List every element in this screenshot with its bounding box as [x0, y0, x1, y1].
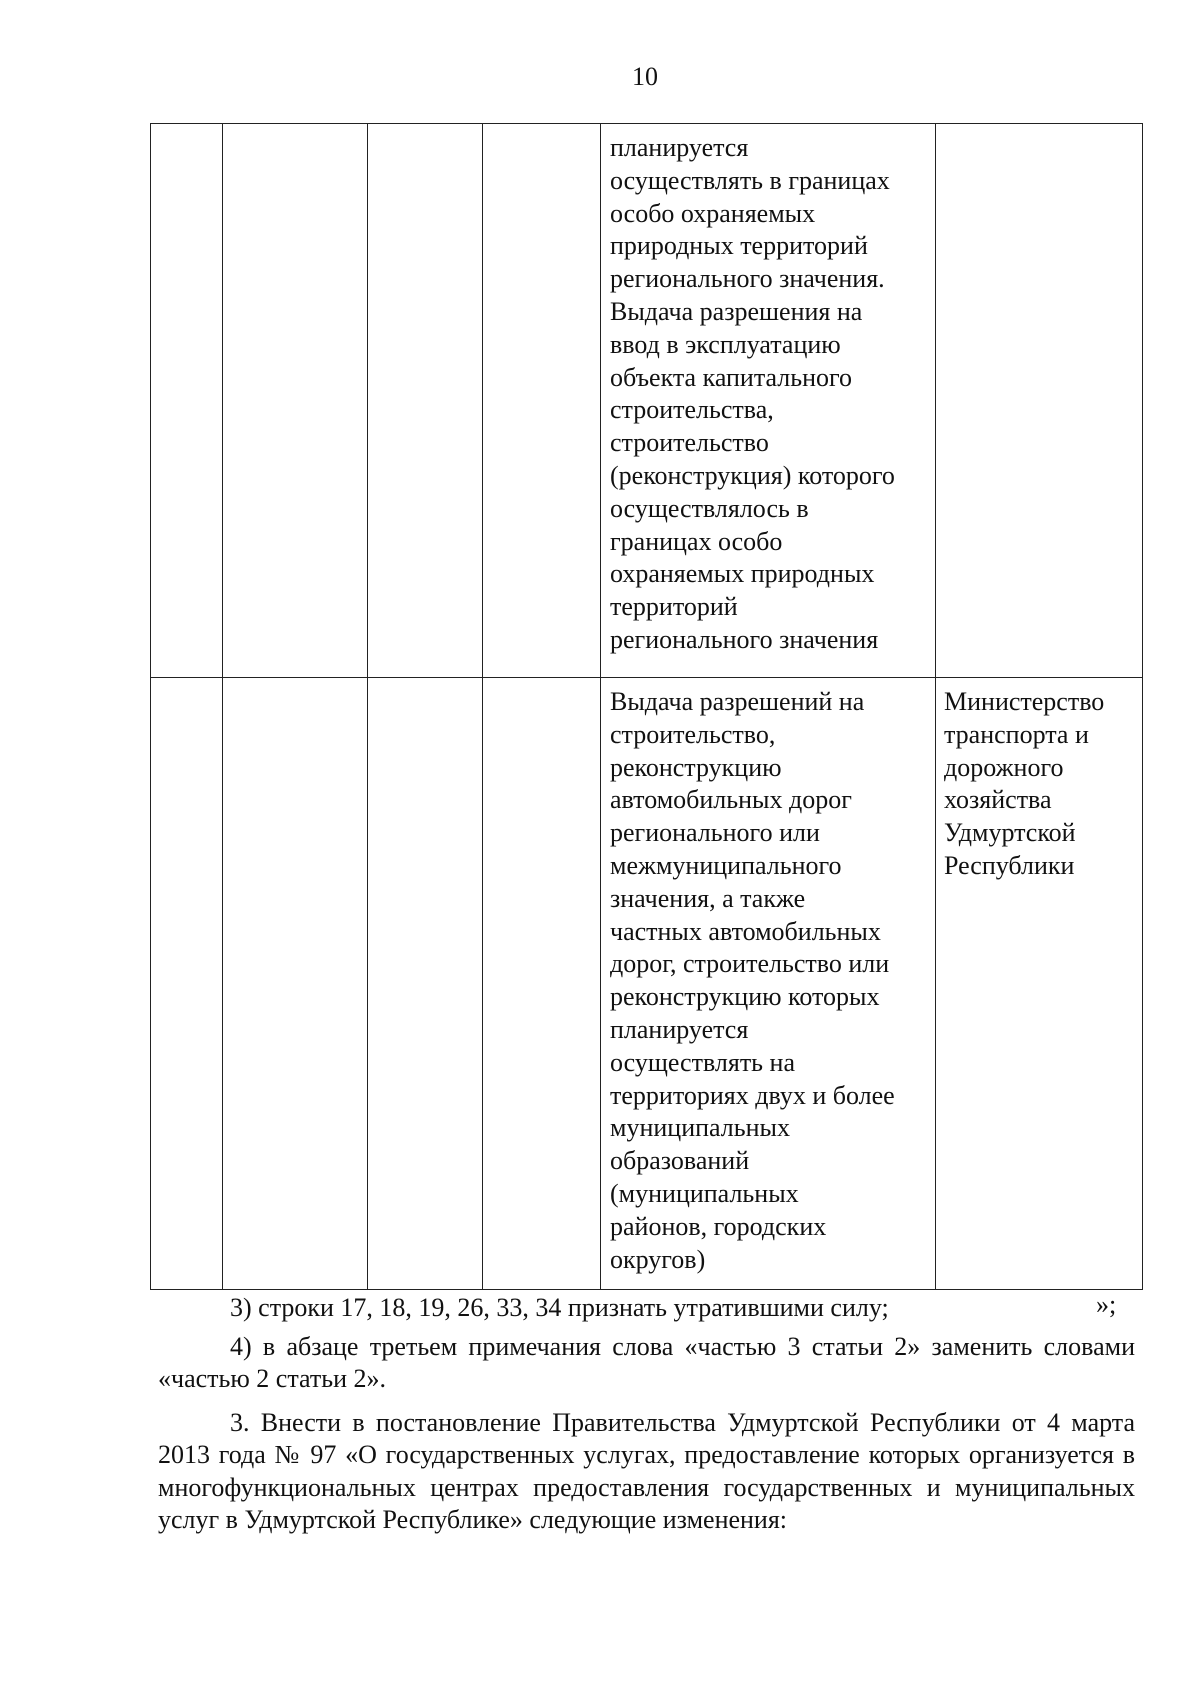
table-cell — [151, 678, 223, 1290]
body-text — [158, 1292, 1135, 1537]
cell-text-line: дорожного — [944, 752, 1064, 782]
cell-text-line: осуществлять на — [610, 1047, 795, 1077]
table-cell — [483, 124, 601, 678]
table-cell — [368, 124, 483, 678]
cell-text-line: границах особо — [610, 526, 783, 556]
cell-text-line: строительство — [610, 428, 769, 458]
cell-text-line: дорог, строительство или — [610, 949, 890, 979]
cell-text-line: строительство, — [610, 719, 776, 749]
table-row — [151, 124, 1143, 678]
authority-cell — [936, 124, 1143, 678]
table-cell — [223, 124, 368, 678]
cell-text-line: муниципальных — [610, 1113, 791, 1143]
cell-text-line: особо охраняемых — [610, 198, 816, 228]
authority-cell — [936, 678, 1143, 1290]
cell-text-line: автомобильных дорог — [610, 785, 852, 815]
cell-text-line: (муниципальных — [610, 1178, 799, 1208]
cell-text-line: (реконструкция) которого — [610, 460, 895, 490]
cell-text-line: объекта капитального — [610, 362, 853, 392]
cell-text-line: Министерство — [944, 687, 1105, 716]
cell-text-line: транспорта и — [944, 719, 1089, 749]
cell-text-line: территориях двух и более — [610, 1080, 895, 1110]
cell-text-line: планируется — [610, 133, 749, 162]
table-cell — [151, 124, 223, 678]
cell-text-line: территорий — [610, 592, 738, 622]
paragraph-item-3: 3) строки 17, 18, 19, 26, 33, 34 признать утратившими силу; — [230, 1293, 889, 1322]
cell-text-line: Выдача разрешения на — [610, 296, 863, 326]
service-description-cell — [601, 124, 936, 678]
closing-quote: »; — [1096, 1290, 1117, 1319]
cell-text-line: охраняемых природных — [610, 559, 875, 589]
cell-text-line: районов, городских — [610, 1211, 827, 1241]
cell-text-line: осуществлять в границах — [610, 165, 890, 195]
cell-text-line: регионального значения — [610, 624, 879, 654]
cell-text-line: значения, а также — [610, 883, 806, 913]
cell-text-line: хозяйства — [944, 785, 1052, 815]
service-description-cell — [601, 678, 936, 1290]
cell-text-line: регионального значения. — [610, 264, 885, 294]
cell-text-line: строительства, — [610, 395, 774, 425]
cell-text-line: регионального или — [610, 818, 820, 848]
paragraph-item-4: 4) в абзаце третьем примечания слова «частью 3 статьи 2» заменить словами «частью 2 статьи 2». — [158, 1331, 1135, 1393]
cell-text-line: планируется — [610, 1014, 749, 1044]
table-cell — [483, 678, 601, 1290]
cell-text-line: Удмуртской — [944, 818, 1076, 848]
cell-text-line: природных территорий — [610, 231, 868, 261]
cell-text-line: частных автомобильных — [610, 916, 881, 946]
cell-text-line: Республики — [944, 850, 1075, 880]
table-row — [151, 678, 1143, 1290]
cell-text-line: округов) — [610, 1244, 706, 1274]
cell-text-line: реконструкцию которых — [610, 982, 880, 1012]
services-table — [150, 123, 1143, 1290]
page-number: 10 — [632, 62, 658, 91]
cell-text-line: межмуниципального — [610, 850, 842, 880]
cell-text-line: осуществлялось в — [610, 493, 809, 523]
table-cell — [368, 678, 483, 1290]
cell-text-line: реконструкцию — [610, 752, 782, 782]
cell-text-line: Выдача разрешений на — [610, 687, 865, 716]
cell-text-line: ввод в эксплуатацию — [610, 329, 841, 359]
cell-text-line: образований — [610, 1146, 750, 1176]
paragraph-section-3: 3. Внести в постановление Правительства Удмуртской Республики от 4 марта 2013 года № 97 «О государственных услугах, предоставление которых организуется в многофункциональных центрах предоставления государственных и муниципальных услуг в Удмуртской Республике» следующие изменения: — [158, 1407, 1135, 1534]
table-cell — [223, 678, 368, 1290]
